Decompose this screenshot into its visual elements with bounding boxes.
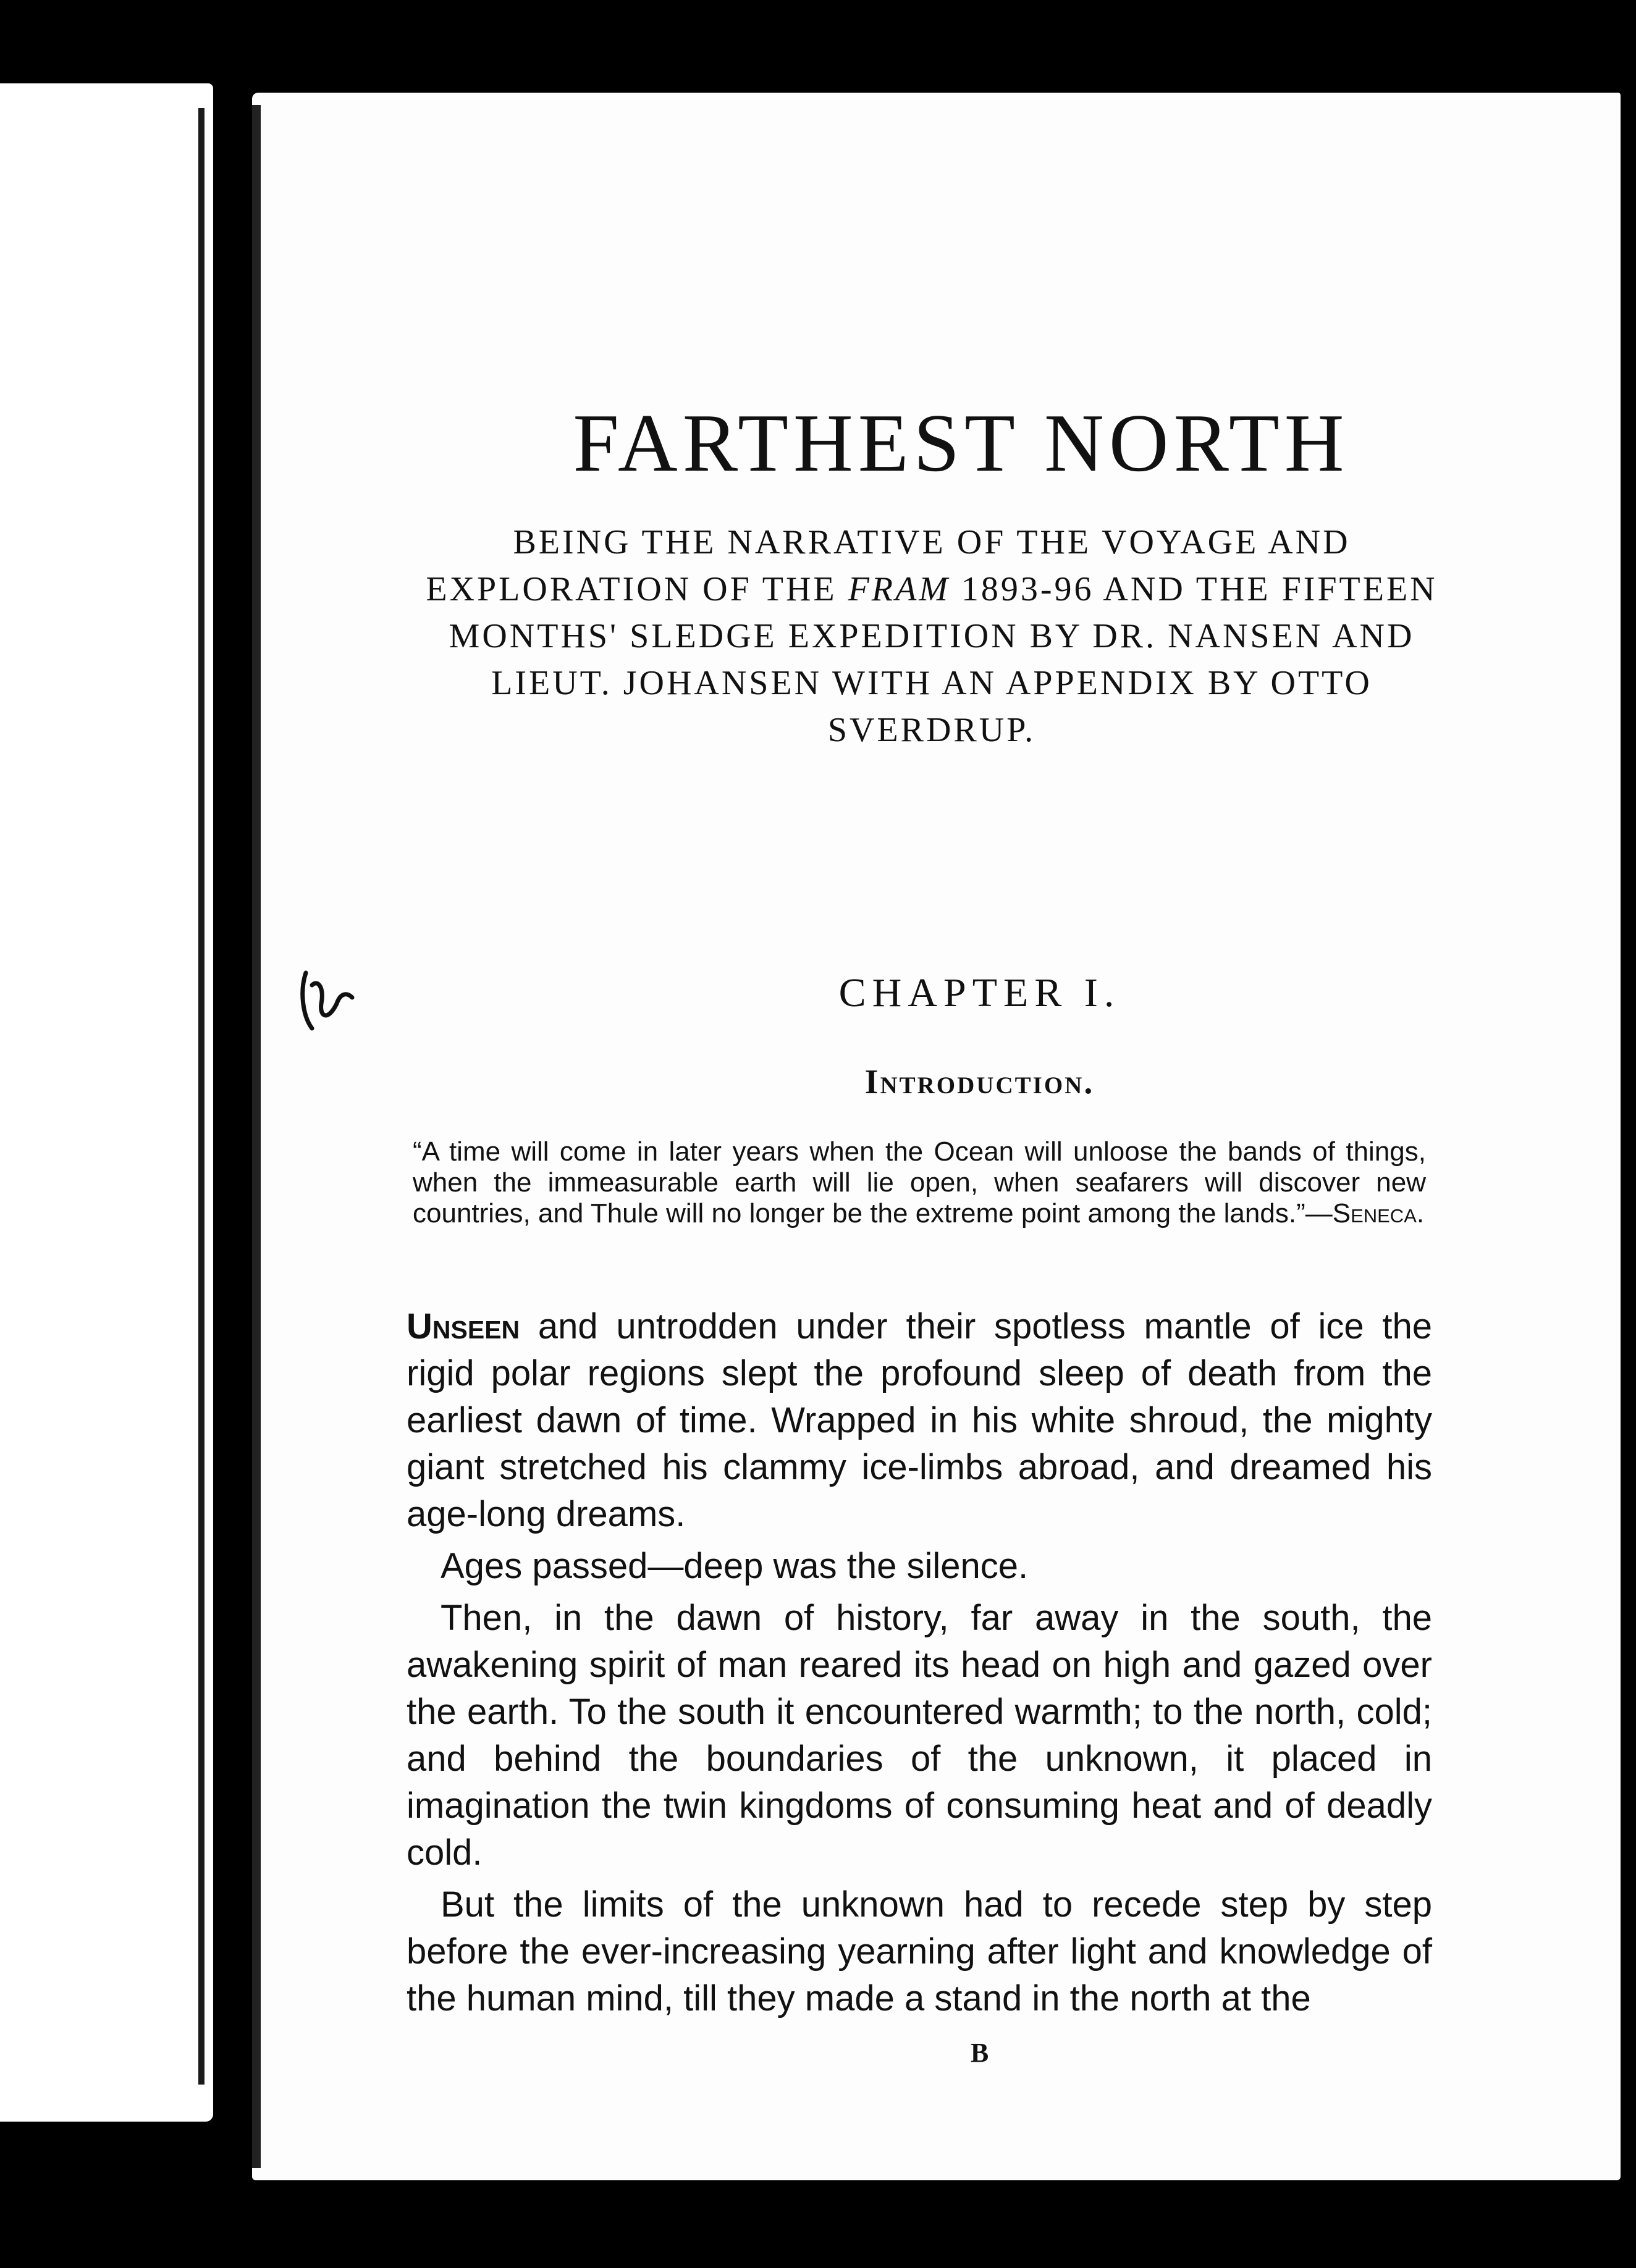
chapter-heading: CHAPTER I.	[838, 970, 1121, 1015]
handwritten-margin-mark	[293, 967, 355, 1035]
paragraph-1	[407, 1303, 1432, 1538]
book-title: FARTHEST NORTH	[573, 397, 1349, 489]
epigraph-author: Seneca.	[1332, 1198, 1425, 1228]
book-subtitle	[425, 519, 1438, 754]
paragraph-lead-word: Unseen	[407, 1306, 520, 1346]
signature-mark: B	[970, 2038, 989, 2068]
body-text	[407, 1303, 1432, 2027]
epigraph-quote: “A time will come in later years when the Ocean will unloose the bands of things, when the immeasurable earth will lie open, when seafarers will discover new countries, and Thule will no longer be the extreme point among the lands.”—	[413, 1136, 1426, 1228]
subtitle-ship-name: FRAM	[848, 570, 950, 608]
subtitle-part1: BEING THE NARRATIVE OF THE VOYAGE AND EXPLORATION OF THE	[426, 523, 1351, 608]
book-page	[252, 93, 1621, 2180]
previous-page-edge	[0, 83, 213, 2122]
paragraph-2: Ages passed—deep was the silence.	[441, 1546, 1029, 1586]
paragraph-4: But the limits of the unknown had to recede step by step before the ever-increasing yearning after light and knowledge of the human mind, till they made a stand in the north at the	[407, 1884, 1432, 2018]
epigraph	[413, 1136, 1426, 1229]
section-title: Introduction.	[864, 1063, 1095, 1101]
gutter-line	[198, 108, 204, 2085]
paragraph-3: Then, in the dawn of history, far away in the south, the awakening spirit of man reared its head on high and gazed over the earth. To the south it encountered warmth; to the north, cold; and behind the boundaries of the unknown, it placed in imagination the twin kingdoms of consuming heat and of deadly cold.	[407, 1598, 1432, 1873]
subtitle-part2: 1893-96 AND THE FIFTEEN MONTHS' SLEDGE EXPEDITION BY DR. NANSEN AND LIEUT. JOHANSEN WITH AN APPENDIX BY OTTO SVERDRUP.	[449, 570, 1438, 749]
paragraph-1-text: and untrodden under their spotless mantle of ice the rigid polar regions slept the profound sleep of death from the earliest dawn of time. Wrapped in his white shroud, the mighty giant stretched his clammy ice-limbs abroad, and dreamed his age-long dreams.	[407, 1306, 1432, 1534]
